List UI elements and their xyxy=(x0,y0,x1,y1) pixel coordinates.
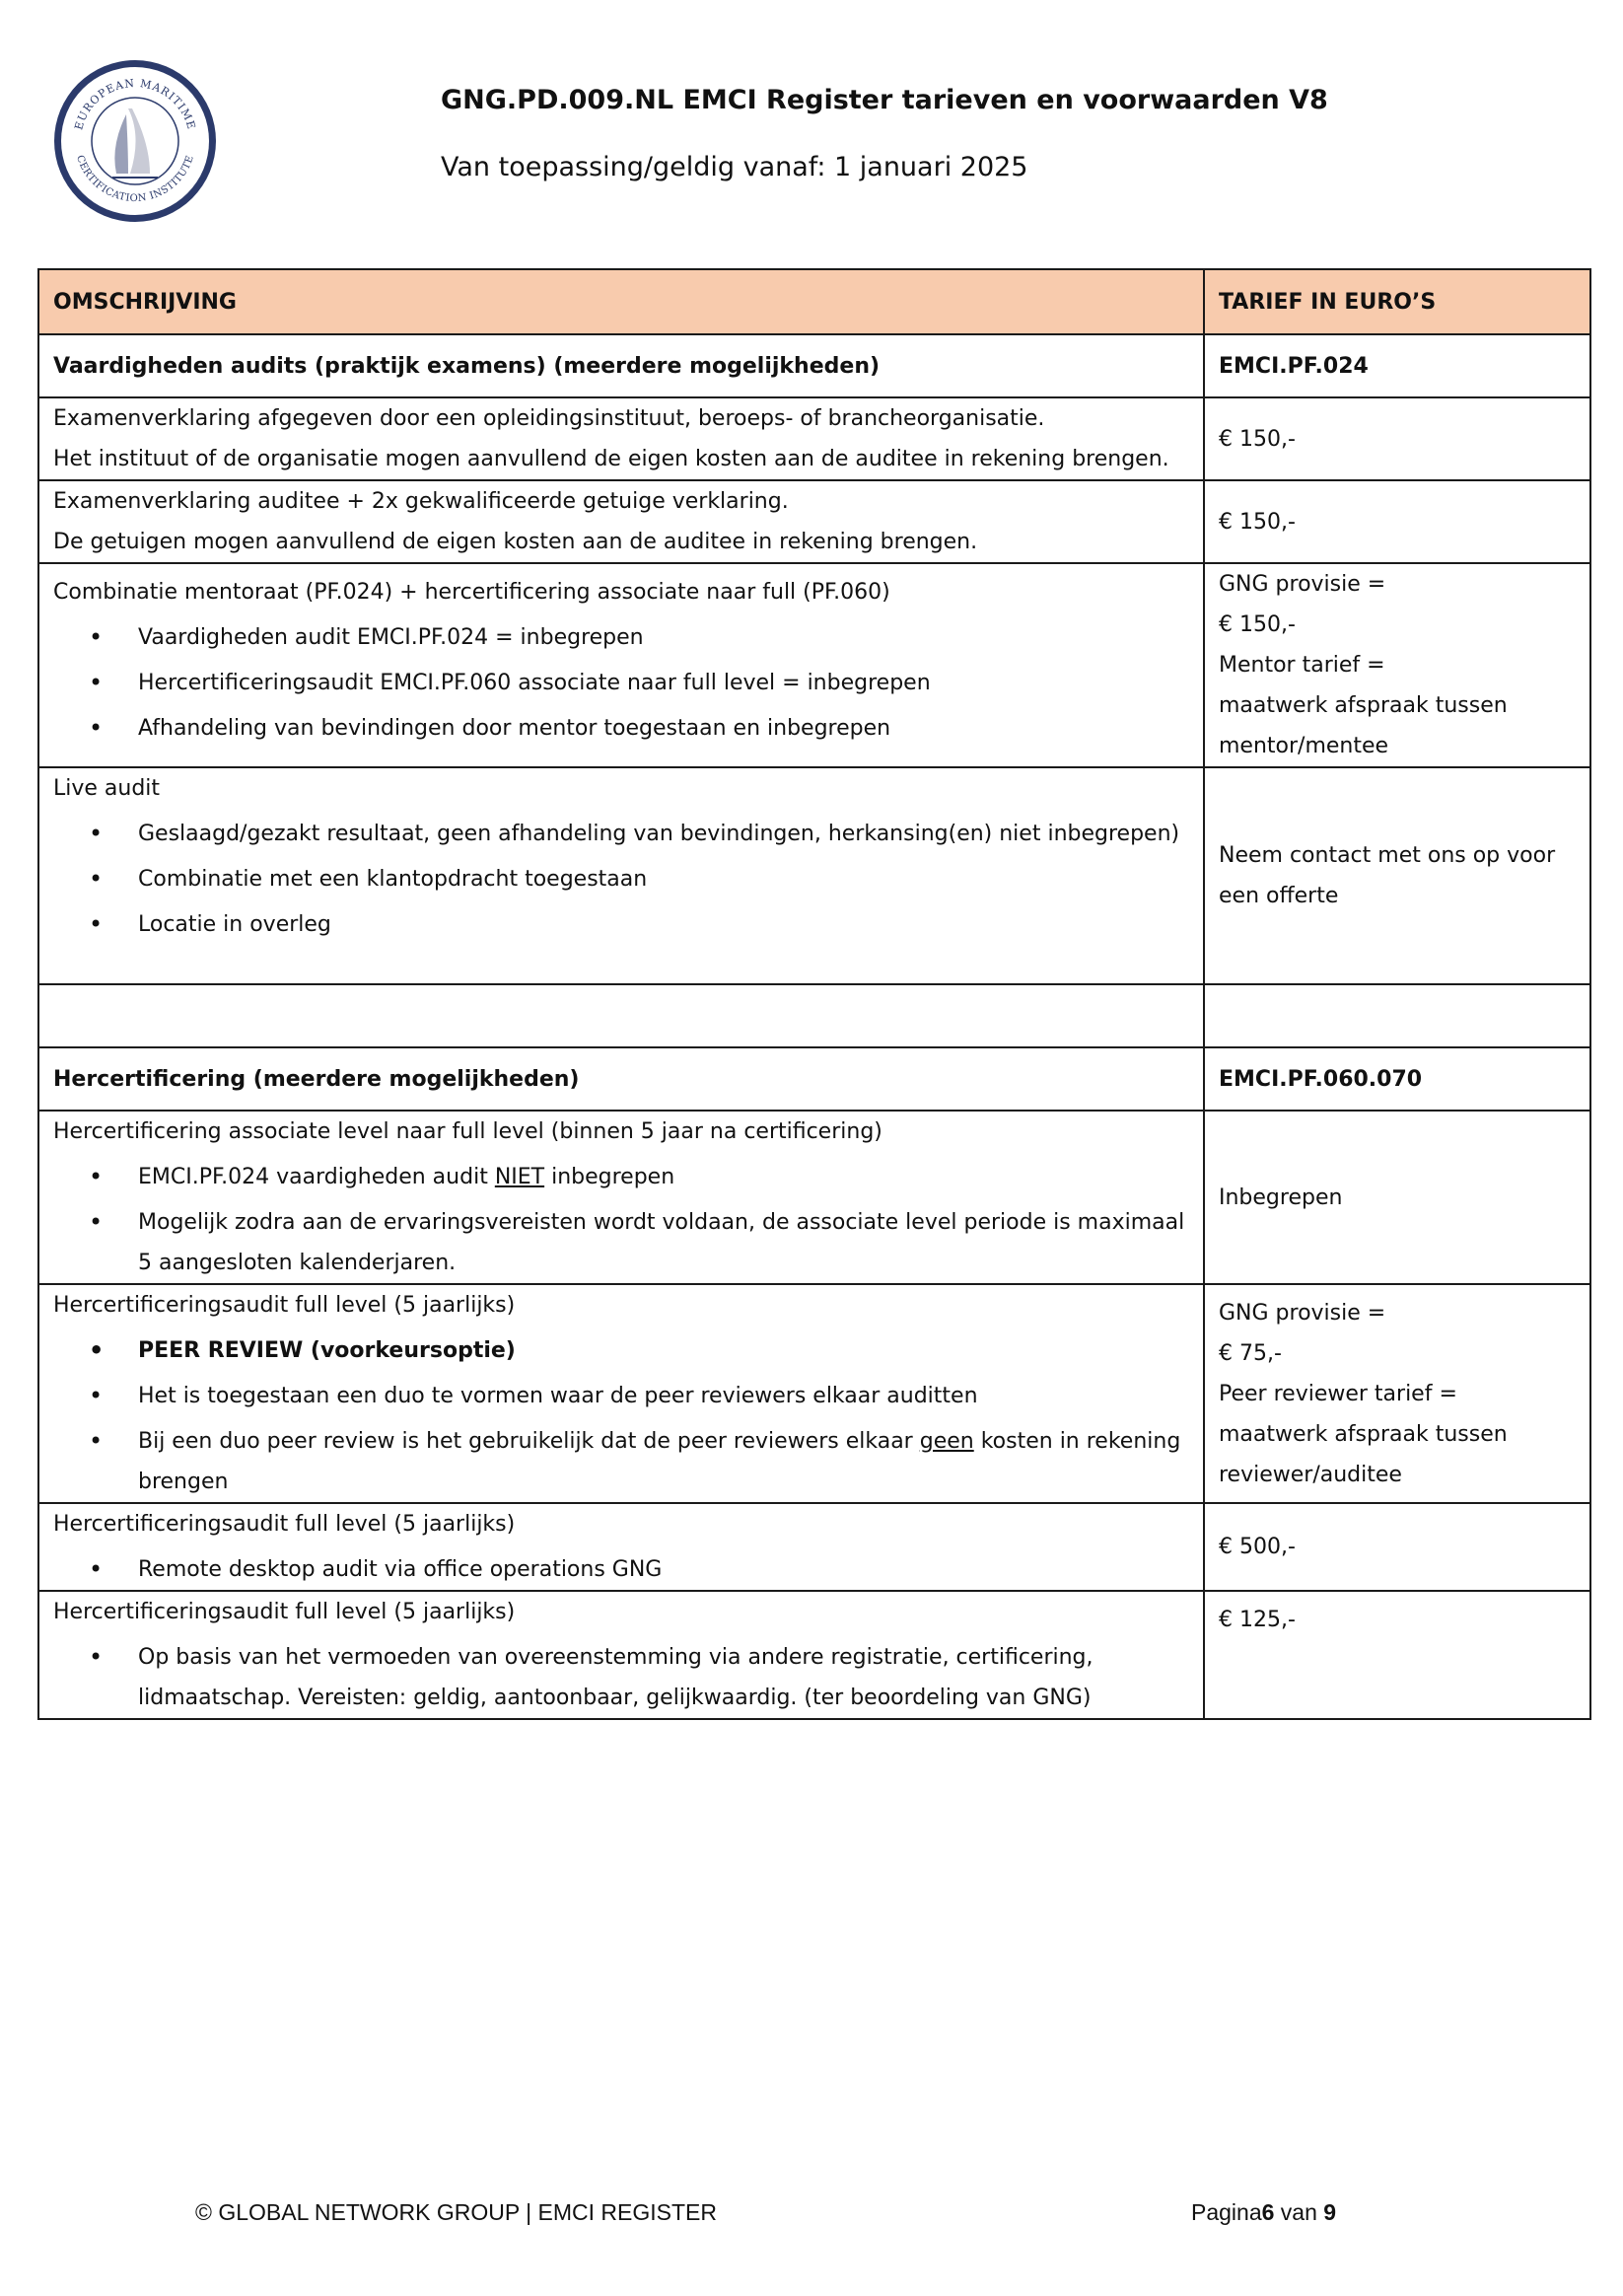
list-item: • Hercertificeringsaudit EMCI.PF.060 associate naar full level = inbegrepen xyxy=(138,663,1189,703)
tariff-table xyxy=(37,268,1591,1720)
price-line: GNG provisie = xyxy=(1219,1301,1386,1326)
list-item: • Het is toegestaan een duo te vormen waar de peer reviewers elkaar auditten xyxy=(138,1376,1189,1416)
row-price: € 500,- xyxy=(1204,1503,1590,1591)
column-header-description: OMSCHRIJVING xyxy=(38,269,1204,334)
price-line: reviewer/auditee xyxy=(1219,1463,1402,1487)
emci-logo xyxy=(51,57,219,225)
row-text: Het instituut of de organisatie mogen aanvullend de eigen kosten aan de auditee in rekening brengen. xyxy=(53,447,1169,471)
bullet-list xyxy=(53,1549,1189,1590)
table-row xyxy=(38,1284,1590,1503)
price-line: Mentor tarief = xyxy=(1219,653,1385,678)
price-line: € 75,- xyxy=(1219,1341,1282,1366)
section-code: EMCI.PF.060.070 xyxy=(1204,1047,1590,1111)
row-intro: Hercertificeringsaudit full level (5 jaarlijks) xyxy=(53,1512,516,1537)
table-row xyxy=(38,563,1590,767)
bullet-list xyxy=(53,1637,1189,1718)
price-line: GNG provisie = xyxy=(1219,572,1386,597)
row-price: Neem contact met ons op voor een offerte xyxy=(1204,767,1590,984)
table-row xyxy=(38,1111,1590,1284)
price-line: maatwerk afspraak tussen xyxy=(1219,693,1508,718)
row-intro: Hercertificeringsaudit full level (5 jaarlijks) xyxy=(53,1600,516,1624)
row-intro: Combinatie mentoraat (PF.024) + hercertificering associate naar full (PF.060) xyxy=(53,580,890,605)
table-row xyxy=(38,767,1590,984)
footer-page-number: Pagina6 van 9 xyxy=(1191,2199,1337,2225)
row-intro: Live audit xyxy=(53,776,161,801)
document-title: GNG.PD.009.NL EMCI Register tarieven en voorwaarden V8 xyxy=(441,85,1328,115)
bullet-list xyxy=(53,617,1189,749)
table-row xyxy=(38,480,1590,563)
list-item: • Geslaagd/gezakt resultaat, geen afhandeling van bevindingen, herkansing(en) niet inbegrepen) xyxy=(138,814,1189,854)
table-row xyxy=(38,1591,1590,1719)
row-price: € 150,- xyxy=(1204,480,1590,563)
section-code: EMCI.PF.024 xyxy=(1204,334,1590,397)
list-item: • Bij een duo peer review is het gebruikelijk dat de peer reviewers elkaar geen kosten in rekening brengen xyxy=(138,1421,1189,1502)
section-title: Vaardigheden audits (praktijk examens) (meerdere mogelijkheden) xyxy=(38,334,1204,397)
price-line: mentor/mentee xyxy=(1219,734,1389,758)
list-item: • Vaardigheden audit EMCI.PF.024 = inbegrepen xyxy=(138,617,1189,658)
empty-row xyxy=(38,984,1590,1047)
section-title: Hercertificering (meerdere mogelijkheden) xyxy=(38,1047,1204,1111)
bullet-list xyxy=(53,1157,1189,1283)
table-row xyxy=(38,1503,1590,1591)
logo-text-top: EUROPEAN MARITIME xyxy=(72,76,198,132)
row-text: De getuigen mogen aanvullend de eigen kosten aan de auditee in rekening brengen. xyxy=(53,530,978,554)
row-price: Inbegrepen xyxy=(1204,1111,1590,1284)
row-intro: Hercertificeringsaudit full level (5 jaarlijks) xyxy=(53,1293,516,1318)
footer-copyright: © GLOBAL NETWORK GROUP | EMCI REGISTER xyxy=(195,2199,717,2225)
section-row xyxy=(38,1047,1590,1111)
table-header-row xyxy=(38,269,1590,334)
list-item: • Locatie in overleg xyxy=(138,904,1189,945)
row-text: Examenverklaring afgegeven door een opleidingsinstituut, beroeps- of brancheorganisatie. xyxy=(53,406,1045,431)
list-item: • Mogelijk zodra aan de ervaringsvereisten wordt voldaan, de associate level periode is maximaal 5 aangesloten kalenderjaren. xyxy=(138,1202,1189,1283)
list-item: • EMCI.PF.024 vaardigheden audit NIET inbegrepen xyxy=(138,1157,1189,1197)
list-item: • Op basis van het vermoeden van overeenstemming via andere registratie, certificering, lidmaatschap. Vereisten: geldig, aantoonbaar, gelijkwaardig. (ter beoordeling van GNG) xyxy=(138,1637,1189,1718)
row-intro: Hercertificering associate level naar full level (binnen 5 jaar na certificering) xyxy=(53,1119,882,1144)
column-header-tariff: TARIEF IN EURO’S xyxy=(1204,269,1590,334)
list-item: • Remote desktop audit via office operations GNG xyxy=(138,1549,1189,1590)
list-item: • Combinatie met een klantopdracht toegestaan xyxy=(138,859,1189,899)
list-item: • Afhandeling van bevindingen door mentor toegestaan en inbegrepen xyxy=(138,708,1189,749)
row-text: Examenverklaring auditee + 2x gekwalificeerde getuige verklaring. xyxy=(53,489,789,514)
document-subtitle: Van toepassing/geldig vanaf: 1 januari 2025 xyxy=(441,152,1028,182)
bullet-list xyxy=(53,1330,1189,1502)
price-line: Peer reviewer tarief = xyxy=(1219,1382,1457,1406)
table-row xyxy=(38,397,1590,480)
row-price: € 150,- xyxy=(1204,397,1590,480)
row-price: € 125,- xyxy=(1204,1591,1590,1719)
section-row xyxy=(38,334,1590,397)
price-line: maatwerk afspraak tussen xyxy=(1219,1422,1508,1447)
list-item: • PEER REVIEW (voorkeursoptie) xyxy=(138,1330,1189,1371)
logo-text-bottom: CERTIFICATION INSTITUTE xyxy=(74,154,196,205)
price-line: € 150,- xyxy=(1219,612,1296,637)
bullet-list xyxy=(53,814,1189,945)
